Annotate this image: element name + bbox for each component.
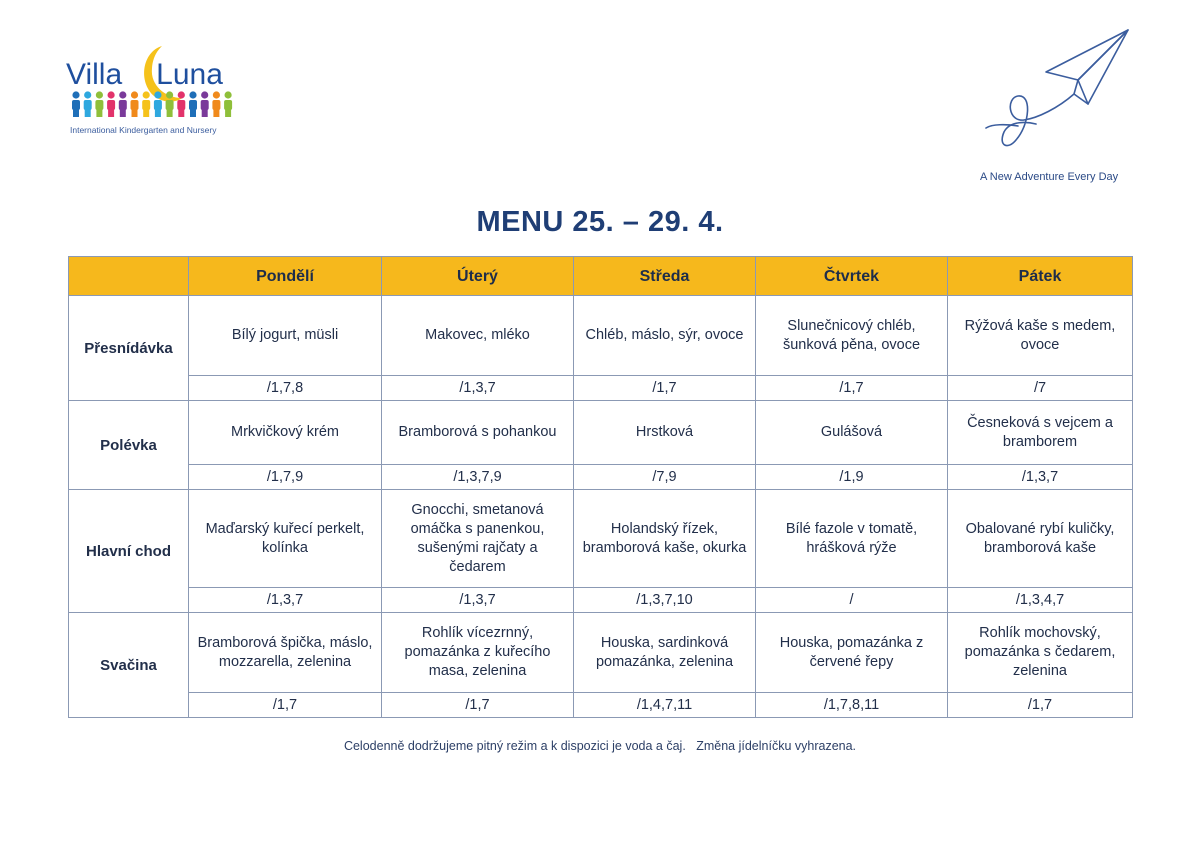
- allergen-cell: /1,7,8,11: [756, 693, 948, 718]
- meal-label: Přesnídávka: [69, 296, 189, 401]
- allergen-cell: /1,7: [574, 376, 756, 401]
- logo-name-luna: Luna: [156, 58, 223, 91]
- meal-cell: Gulášová: [756, 401, 948, 465]
- slogan: A New Adventure Every Day: [980, 171, 1119, 183]
- child-figure-icon: [95, 91, 103, 117]
- allergen-cell: /7,9: [574, 465, 756, 490]
- allergen-cell: /1,3,7: [382, 376, 574, 401]
- child-figure-icon: [107, 91, 115, 117]
- child-figure-icon: [166, 91, 174, 117]
- meal-cell: Houska, pomazánka z červené řepy: [756, 613, 948, 693]
- footer-note: Celodenně dodržujeme pitný režim a k dispozici je voda a čaj. Změna jídelníčku vyhrazena.: [343, 739, 857, 753]
- meal-cell: Česneková s vejcem a bramborem: [948, 401, 1133, 465]
- child-figure-icon: [201, 91, 209, 117]
- child-figure-icon: [177, 91, 185, 117]
- meal-label: Svačina: [69, 613, 189, 718]
- meal-cell: Bramborová špička, máslo, mozzarella, zelenina: [189, 613, 382, 693]
- meal-row: [69, 296, 1133, 376]
- villa-luna-logo: [64, 44, 254, 144]
- meal-cell: Slunečnicový chléb, šunková pěna, ovoce: [756, 296, 948, 376]
- allergen-cell: /1,3,4,7: [948, 588, 1133, 613]
- meal-label: Polévka: [69, 401, 189, 490]
- allergen-cell: /1,7: [948, 693, 1133, 718]
- meal-cell: Gnocchi, smetanová omáčka s panenkou, sušenými rajčaty a čedarem: [382, 490, 574, 588]
- day-header: Středa: [574, 257, 756, 296]
- day-header: Pátek: [948, 257, 1133, 296]
- allergen-cell: /1,7: [382, 693, 574, 718]
- meal-cell: Mrkvičkový krém: [189, 401, 382, 465]
- day-header: Čtvrtek: [756, 257, 948, 296]
- child-figure-icon: [142, 91, 150, 117]
- logo-tagline: International Kindergarten and Nursery: [70, 125, 217, 135]
- meal-label: Hlavní chod: [69, 490, 189, 613]
- children-figures-icon: [70, 90, 242, 118]
- meal-cell: Rýžová kaše s medem, ovoce: [948, 296, 1133, 376]
- allergen-row: [69, 693, 1133, 718]
- allergen-cell: /1,3,7: [189, 588, 382, 613]
- meal-cell: Bílý jogurt, müsli: [189, 296, 382, 376]
- allergen-cell: /1,7: [756, 376, 948, 401]
- child-figure-icon: [72, 91, 80, 117]
- day-header: Úterý: [382, 257, 574, 296]
- allergen-cell: /1,3,7: [948, 465, 1133, 490]
- allergen-cell: /1,7,9: [189, 465, 382, 490]
- logo-wordmark: [66, 58, 223, 92]
- child-figure-icon: [154, 91, 162, 117]
- child-figure-icon: [84, 91, 92, 117]
- allergen-cell: /: [756, 588, 948, 613]
- meal-cell: Maďarský kuřecí perkelt, kolínka: [189, 490, 382, 588]
- allergen-cell: /1,4,7,11: [574, 693, 756, 718]
- meal-cell: Holandský řízek, bramborová kaše, okurka: [574, 490, 756, 588]
- allergen-row: [69, 465, 1133, 490]
- meal-cell: Bramborová s pohankou: [382, 401, 574, 465]
- allergen-cell: /1,3,7: [382, 588, 574, 613]
- child-figure-icon: [189, 91, 197, 117]
- meal-cell: Obalované rybí kuličky, bramborová kaše: [948, 490, 1133, 588]
- meal-cell: Hrstková: [574, 401, 756, 465]
- meal-cell: Rohlík vícezrnný, pomazánka z kuřecího masa, zelenina: [382, 613, 574, 693]
- child-figure-icon: [212, 91, 220, 117]
- meal-row: [69, 490, 1133, 588]
- allergen-cell: /1,7,8: [189, 376, 382, 401]
- meal-row: [69, 401, 1133, 465]
- child-figure-icon: [119, 91, 127, 117]
- day-header: Pondělí: [189, 257, 382, 296]
- header-corner: [69, 257, 189, 296]
- meal-cell: Rohlík mochovský, pomazánka s čedarem, zelenina: [948, 613, 1133, 693]
- meal-cell: Makovec, mléko: [382, 296, 574, 376]
- menu-table: [68, 256, 1133, 718]
- logo-name-villa: Villa: [66, 58, 123, 91]
- child-figure-icon: [131, 91, 139, 117]
- allergen-row: [69, 376, 1133, 401]
- paper-plane-icon: [978, 28, 1138, 158]
- meal-row: [69, 613, 1133, 693]
- meal-cell: Bílé fazole v tomatě, hrášková rýže: [756, 490, 948, 588]
- allergen-cell: /1,7: [189, 693, 382, 718]
- allergen-cell: /7: [948, 376, 1133, 401]
- meal-cell: Houska, sardinková pomazánka, zelenina: [574, 613, 756, 693]
- child-figure-icon: [224, 91, 232, 117]
- page-title: MENU 25. – 29. 4.: [476, 206, 724, 238]
- header-row: [69, 257, 1133, 296]
- allergen-row: [69, 588, 1133, 613]
- allergen-cell: /1,9: [756, 465, 948, 490]
- meal-cell: Chléb, máslo, sýr, ovoce: [574, 296, 756, 376]
- allergen-cell: /1,3,7,9: [382, 465, 574, 490]
- allergen-cell: /1,3,7,10: [574, 588, 756, 613]
